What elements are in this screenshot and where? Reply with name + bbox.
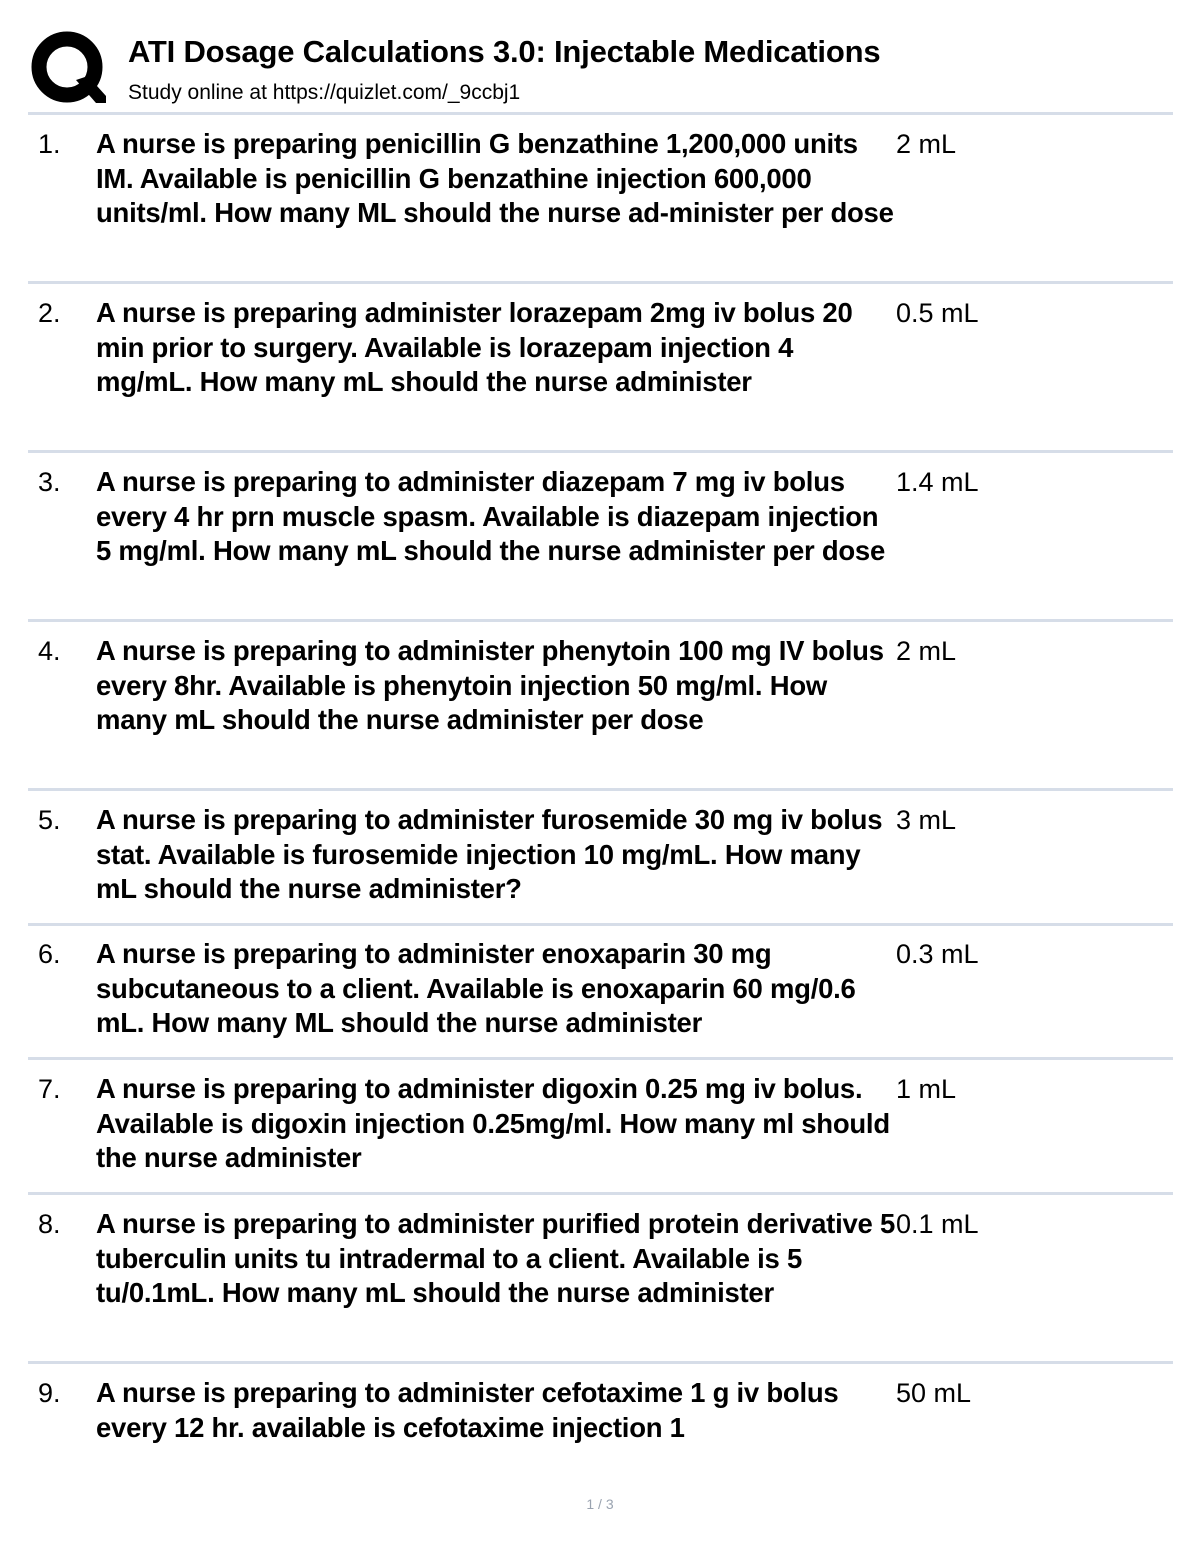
divider <box>28 788 1173 791</box>
card-number: 7. <box>38 1074 61 1104</box>
divider <box>28 281 1173 284</box>
card-number: 5. <box>38 805 61 835</box>
divider <box>28 112 1173 115</box>
card-question: A nurse is preparing to administer enoxaparin 30 mg subcutaneous to a client. Available is enoxaparin 60 mg/0.6 mL. How many ML should the nurse administer <box>96 938 856 1038</box>
page-indicator: 1 / 3 <box>586 1496 614 1512</box>
card-answer: 3 mL <box>896 805 957 835</box>
card-question: A nurse is preparing to administer furosemide 30 mg iv bolus stat. Available is furosemide injection 10 mg/mL. How many mL should the nurse administer? <box>96 804 883 904</box>
card-number: 6. <box>38 939 61 969</box>
divider <box>28 923 1173 926</box>
card-number: 9. <box>38 1378 61 1408</box>
quizlet-q-icon <box>30 30 106 106</box>
card-answer: 2 mL <box>896 636 957 666</box>
card-number: 3. <box>38 467 61 497</box>
card-question: A nurse is preparing to administer cefotaxime 1 g iv bolus every 12 hr. available is cefotaxime injection 1 <box>96 1377 839 1443</box>
card-number: 1. <box>38 129 61 159</box>
divider <box>28 619 1173 622</box>
study-link[interactable]: Study online at https://quizlet.com/_9ccbj1 <box>128 81 521 104</box>
card-answer: 0.1 mL <box>896 1209 979 1239</box>
card-answer: 50 mL <box>896 1378 972 1408</box>
page-title: ATI Dosage Calculations 3.0: Injectable Medications <box>128 34 881 69</box>
divider <box>28 1057 1173 1060</box>
card-number: 8. <box>38 1209 61 1239</box>
card-number: 2. <box>38 298 61 328</box>
divider <box>28 1361 1173 1364</box>
card-question: A nurse is preparing to administer diazepam 7 mg iv bolus every 4 hr prn muscle spasm. Available is diazepam injection 5 mg/ml. How many mL should the nurse administer per dose <box>96 466 886 566</box>
card-question: A nurse is preparing to administer purified protein derivative 5 tuberculin units tu intradermal to a client. Available is 5 tu/0.1mL. How many mL should the nurse administer <box>96 1208 895 1308</box>
card-question: A nurse is preparing to administer phenytoin 100 mg IV bolus every 8hr. Available is phenytoin injection 50 mg/ml. How many mL should the nurse administer per dose <box>96 635 884 735</box>
card-answer: 1.4 mL <box>896 467 979 497</box>
page-header <box>30 30 1172 108</box>
card-answer: 2 mL <box>896 129 957 159</box>
divider <box>28 1192 1173 1195</box>
card-question: A nurse is preparing administer lorazepam 2mg iv bolus 20 min prior to surgery. Available is lorazepam injection 4 mg/mL. How many mL should the nurse administer <box>96 297 853 397</box>
card-question: A nurse is preparing to administer digoxin 0.25 mg iv bolus. Available is digoxin injection 0.25mg/ml. How many ml should the nurse administer <box>96 1073 890 1173</box>
card-answer: 0.3 mL <box>896 939 979 969</box>
card-answer: 1 mL <box>896 1074 957 1104</box>
card-answer: 0.5 mL <box>896 298 979 328</box>
card-number: 4. <box>38 636 61 666</box>
divider <box>28 450 1173 453</box>
card-question: A nurse is preparing penicillin G benzathine 1,200,000 units IM. Available is penicillin G benzathine injection 600,000 units/ml. How many ML should the nurse ad-minister per dose <box>96 128 894 228</box>
